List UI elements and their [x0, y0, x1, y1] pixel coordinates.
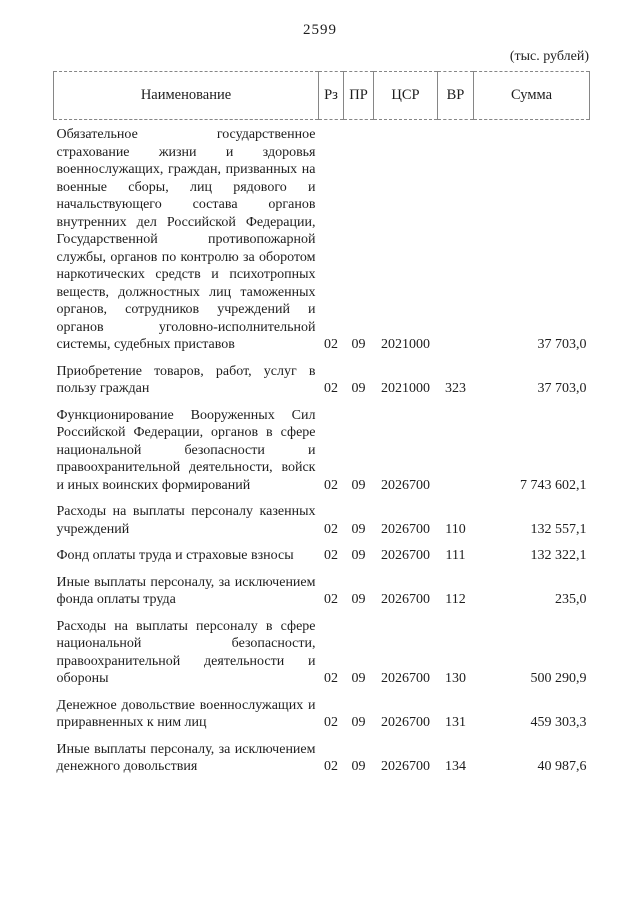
cell-pr: 09	[351, 337, 366, 352]
units-label: (тыс. рублей)	[509, 49, 589, 64]
header-rz: Рз	[319, 72, 344, 120]
table-body	[54, 120, 590, 785]
cell-csr: 2026700	[381, 759, 430, 774]
cell-rz: 02	[324, 337, 338, 352]
table-row	[54, 407, 590, 504]
table-row	[54, 363, 590, 407]
cell-vr: 111	[445, 548, 466, 563]
header-vr: ВР	[438, 72, 474, 120]
cell-sum: 40 987,6	[537, 759, 587, 774]
cell-name: Денежное довольствие военнослужащих и приравненных к ним лиц	[56, 697, 316, 730]
cell-sum: 132 557,1	[530, 521, 587, 537]
cell-csr: 2021000	[381, 337, 430, 352]
cell-csr: 2026700	[381, 521, 430, 537]
cell-rz: 02	[324, 671, 338, 686]
cell-sum: 132 322,1	[530, 548, 587, 563]
page-number: 2599	[303, 22, 337, 38]
cell-name: Приобретение товаров, работ, услуг в пользу граждан	[56, 363, 316, 396]
cell-vr: 110	[445, 521, 466, 537]
cell-rz: 02	[324, 548, 338, 563]
cell-pr: 09	[351, 548, 366, 563]
cell-pr: 09	[351, 521, 366, 537]
cell-csr: 2026700	[381, 592, 430, 607]
cell-sum: 500 290,9	[530, 671, 587, 686]
cell-sum: 235,0	[555, 592, 587, 607]
cell-pr: 09	[351, 671, 366, 686]
cell-name: Расходы на выплаты персоналу казенных учреждений	[56, 504, 316, 537]
table-header	[54, 72, 590, 120]
cell-name: Обязательное государственное страхование жизни и здоровья военнослужащих, граждан, призванных на военные сборы, лиц рядового и начальствующего состава органов внутренних дел Российской Федерации, Государственной противопожарной службы, органов по контролю за оборотом наркотических средств и психотропных веществ, должностных лиц таможенных органов, сотрудников учреждений и органов уголовно-исполнительной системы, судебных приставов	[56, 127, 316, 352]
header-sum: Сумма	[474, 72, 590, 120]
cell-pr: 09	[351, 759, 366, 774]
cell-vr: 323	[445, 381, 466, 396]
table-row	[54, 618, 590, 697]
cell-sum: 37 703,0	[537, 381, 587, 396]
table-row	[54, 120, 590, 363]
cell-pr: 09	[351, 715, 366, 730]
header-name: Наименование	[54, 72, 319, 120]
cell-pr: 09	[351, 477, 366, 493]
cell-pr: 09	[351, 381, 366, 396]
cell-vr: 112	[445, 592, 466, 607]
cell-rz: 02	[324, 381, 338, 396]
cell-pr: 09	[351, 592, 366, 607]
header-pr: ПР	[344, 72, 374, 120]
cell-rz: 02	[324, 715, 338, 730]
table-header-row	[54, 72, 590, 120]
table-row	[54, 503, 590, 547]
cell-rz: 02	[324, 759, 338, 774]
cell-csr: 2026700	[381, 671, 430, 686]
cell-vr	[438, 120, 474, 363]
cell-vr	[438, 407, 474, 504]
cell-name: Расходы на выплаты персоналу в сфере национальной безопасности, правоохранительной деятельности и обороны	[56, 618, 316, 686]
cell-sum: 459 303,3	[530, 715, 587, 730]
cell-rz: 02	[324, 592, 338, 607]
header-csr: ЦСР	[374, 72, 438, 120]
table-row	[54, 547, 590, 574]
cell-csr: 2021000	[381, 381, 430, 396]
cell-csr: 2026700	[381, 548, 430, 563]
budget-table	[53, 71, 590, 785]
cell-rz: 02	[324, 477, 338, 493]
table-row	[54, 574, 590, 618]
cell-vr: 134	[445, 759, 466, 774]
cell-rz: 02	[324, 521, 338, 537]
table-row	[54, 741, 590, 785]
cell-name: Функционирование Вооруженных Сил Российской Федерации, органов в сфере национальной безопасности и правоохранительной деятельности, войск и иных воинских формирований	[56, 407, 316, 493]
cell-vr: 130	[445, 671, 466, 686]
cell-sum: 7 743 602,1	[520, 477, 587, 493]
cell-sum: 37 703,0	[537, 337, 587, 352]
cell-name: Иные выплаты персоналу, за исключением денежного довольствия	[56, 741, 316, 774]
cell-name: Иные выплаты персоналу, за исключением фонда оплаты труда	[56, 574, 316, 607]
cell-name: Фонд оплаты труда и страховые взносы	[56, 548, 294, 563]
cell-csr: 2026700	[381, 477, 430, 493]
cell-vr: 131	[445, 715, 466, 730]
table-row	[54, 697, 590, 741]
cell-csr: 2026700	[381, 715, 430, 730]
